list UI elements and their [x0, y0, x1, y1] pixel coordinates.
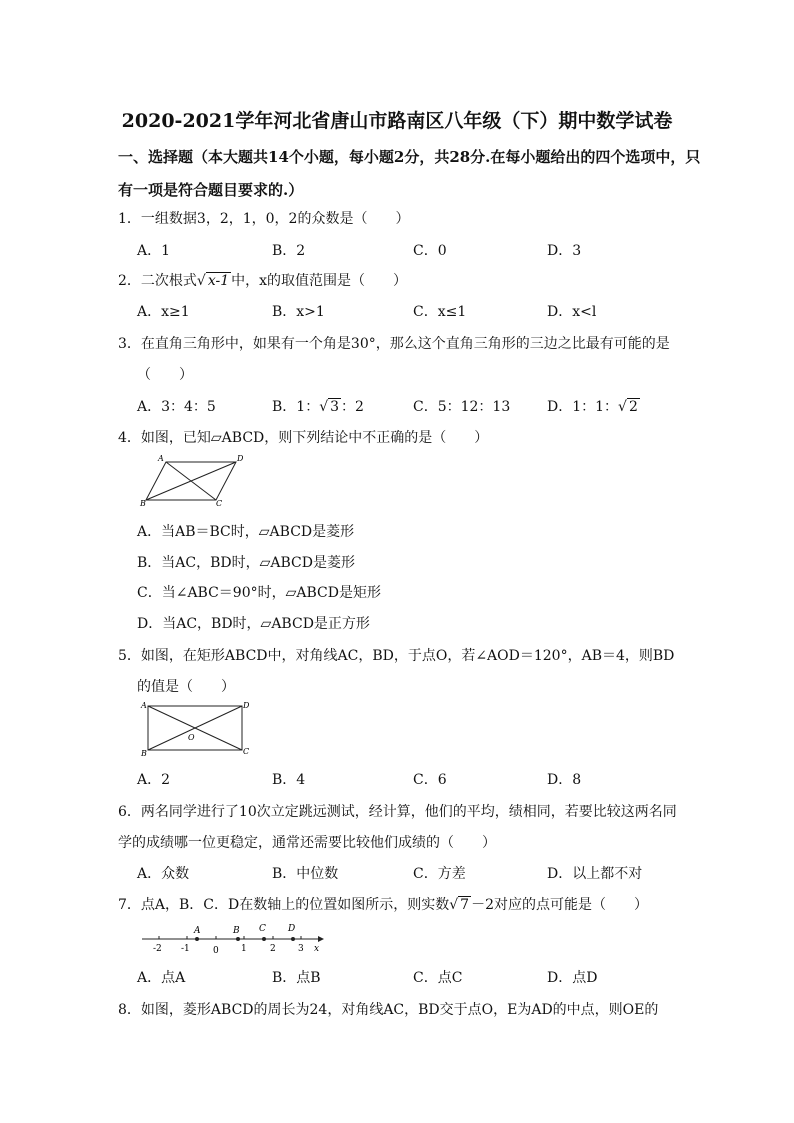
fig4-label-b: B [140, 499, 146, 508]
q3-option-b-post: ：2 [341, 399, 364, 415]
q7-text-pre: 7．点A，B．C．D在数轴上的位置如图所示，则实数 [118, 897, 450, 913]
q2-option-a: A．x≥1 [137, 304, 190, 320]
axis-tick-label: 0 [213, 946, 219, 956]
q7-option-c: C．点C [413, 970, 463, 986]
q2-radicand: x-1 [207, 273, 230, 289]
q7-option-d: D．点D [547, 970, 598, 986]
sqrt-symbol: √ [449, 897, 459, 913]
q3-option-d-radicand: 2 [628, 399, 638, 415]
question-6-line2: 学的成绩哪一位更稳定，通常还需要比较他们成绩的（ ） [118, 835, 496, 851]
question-6-line1: 6．两名同学进行了10次立定跳远测试，经计算，他们的平均，绩相同，若要比较这两名同 [118, 804, 677, 820]
fig4-label-c: C [216, 499, 223, 508]
question-1: 1．一组数据3，2，1，0，2的众数是（ ） [118, 211, 410, 227]
axis-tick-label: -1 [181, 944, 190, 954]
sqrt-symbol: √ [196, 273, 206, 289]
q2-option-c: C．x≤1 [413, 304, 467, 320]
fig5-label-c: C [243, 747, 250, 756]
q4-option-a: A．当AB＝BC时，▱ABCD是菱形 [137, 524, 355, 540]
q5-option-a: A．2 [137, 772, 171, 788]
fig5-label-d: D [243, 701, 250, 710]
axis-tick-label: 1 [241, 944, 247, 954]
q2-text-pre: 2．二次根式 [118, 273, 197, 289]
q4-option-b: B．当AC，BD时，▱ABCD是菱形 [137, 555, 355, 571]
q7-option-a: A．点A [137, 970, 186, 986]
q1-option-c: C．0 [413, 243, 447, 259]
question-8: 8．如图，菱形ABCD的周长为24，对角线AC，BD交于点O，E为AD的中点，则OE的 [118, 1002, 659, 1018]
point-label-b: B [233, 926, 240, 936]
q7-radicand: 7 [460, 897, 470, 913]
q7-text-post: －2对应的点可能是（ ） [471, 897, 649, 913]
q1-option-a: A．1 [137, 243, 171, 259]
rectangle-figure [138, 700, 250, 758]
question-5-line1: 5．如图，在矩形ABCD中，对角线AC，BD，于点O，若∠AOD＝120°，AB＝4，则BD [118, 648, 675, 664]
q6-option-a: A．众数 [137, 866, 190, 882]
fig5-label-o: O [188, 733, 195, 742]
question-4: 4．如图，已知▱ABCD，则下列结论中不正确的是（ ） [118, 430, 489, 446]
q5-option-d: D．8 [547, 772, 582, 788]
axis-x-label: x [314, 944, 320, 954]
fig5-label-a: A [141, 701, 147, 710]
q3-option-b-radicand: 3 [330, 399, 340, 415]
q7-option-b: B．点B [272, 970, 321, 986]
q2-option-b: B．x>1 [272, 304, 325, 320]
question-5-line2: 的值是（ ） [137, 679, 235, 695]
q3-option-a: A．3：4：5 [137, 399, 216, 415]
fig4-label-a: A [158, 454, 164, 463]
section-heading-line1: 一、选择题（本大题共14个小题，每小题2分，共28分.在每小题给出的四个选项中，只 [118, 148, 701, 166]
q5-option-c: C．6 [413, 772, 447, 788]
q3-option-d [547, 396, 640, 416]
axis-tick-label: 2 [270, 944, 276, 954]
section-heading-line2: 有一项是符合题目要求的.） [118, 181, 304, 199]
parallelogram-figure [138, 452, 248, 510]
q3-option-b-pre: B．1： [272, 399, 320, 415]
point-label-d: D [288, 924, 296, 934]
q2-option-d: D．x<l [547, 304, 597, 320]
fig5-label-b: B [141, 749, 147, 758]
question-7 [118, 894, 648, 914]
page-title: 2020-2021学年河北省唐山市路南区八年级（下）期中数学试卷 [121, 110, 673, 132]
q6-option-c: C．方差 [413, 866, 466, 882]
question-2 [118, 270, 407, 290]
axis-tick-label: -2 [153, 944, 162, 954]
sqrt-symbol: √ [618, 399, 627, 415]
q1-option-b: B．2 [272, 243, 306, 259]
number-line-figure [140, 922, 330, 958]
q6-option-d: D．以上都不对 [547, 866, 643, 882]
q2-text-post: 中，x的取值范围是（ ） [231, 273, 408, 289]
sqrt-symbol: √ [319, 399, 329, 415]
fig4-label-d: D [237, 454, 244, 463]
q3-option-d-pre: D．1：1： [547, 399, 619, 415]
q3-option-b [272, 396, 364, 416]
q3-option-c: C．5：12：13 [413, 399, 511, 415]
q4-option-c: C．当∠ABC＝90°时，▱ABCD是矩形 [137, 585, 381, 601]
question-3-line2: （ ） [137, 367, 193, 383]
q4-option-d: D．当AC，BD时，▱ABCD是正方形 [137, 616, 370, 632]
point-label-a: A [194, 926, 201, 936]
q1-option-d: D．3 [547, 243, 582, 259]
question-3-line1: 3．在直角三角形中，如果有一个角是30°，那么这个直角三角形的三边之比最有可能的是 [118, 336, 670, 352]
q6-option-b: B．中位数 [272, 866, 339, 882]
q5-option-b: B．4 [272, 772, 306, 788]
point-label-c: C [259, 924, 266, 934]
axis-tick-label: 3 [298, 944, 304, 954]
